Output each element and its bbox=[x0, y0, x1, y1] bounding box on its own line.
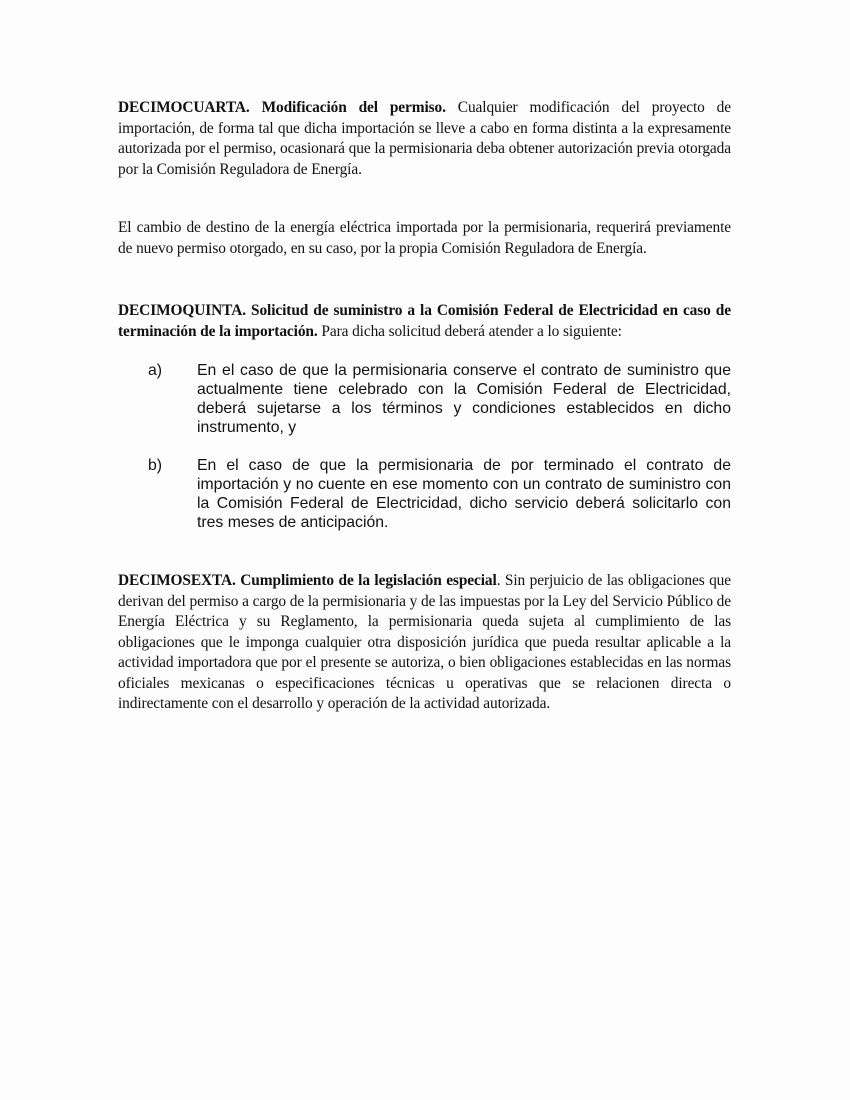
paragraph-cambio-destino bbox=[118, 218, 731, 259]
clause-heading: DECIMOQUINTA. Solicitud de suministro a la Comisión Federal de Electricidad en caso de terminación de la importación. bbox=[118, 302, 731, 340]
paragraph-body: El cambio de destino de la energía eléctrica importada por la permisionaria, requerirá previamente de nuevo permiso otorgado, en su caso, por la propia Comisión Reguladora de Energía. bbox=[118, 219, 731, 257]
list-item-text: En el caso de que la permisionaria de por terminado el contrato de importación y no cuente en ese momento con un contrato de suministro con la Comisión Federal de Electricidad, dicho servicio deberá solicitarlo con tres meses de anticipación. bbox=[197, 457, 731, 531]
clause-body: . Sin perjuicio de las obligaciones que derivan del permiso a cargo de la permisionaria y de las impuestas por la Ley del Servicio Público de Energía Eléctrica y su Reglamento, la permisionaria queda sujeta al cumplimiento de las obligaciones que le imponga cualquier otra disposición jurídica que pueda resultar aplicable a la actividad importadora que por el presente se autoriza, o bien obligaciones establecidas en las normas oficiales mexicanas o especificaciones técnicas u operativas que se relacionen directa o indirectamente con el desarrollo y operación de la actividad autorizada. bbox=[118, 572, 731, 712]
requirements-list bbox=[118, 361, 731, 532]
clause-decimocuarta bbox=[118, 98, 731, 180]
list-marker: a) bbox=[148, 362, 163, 379]
clause-heading: DECIMOSEXTA. Cumplimiento de la legislación especial bbox=[118, 572, 497, 589]
document-page bbox=[118, 98, 731, 715]
list-marker: b) bbox=[148, 457, 163, 474]
clause-body: Cualquier modificación del proyecto de importación, de forma tal que dicha importación se lleve a cabo en forma distinta a la expresamente autorizada por el permiso, ocasionará que la permisionaria deba obtener autorización previa otorgada por la Comisión Reguladora de Energía. bbox=[118, 99, 731, 178]
clause-decimoquinta bbox=[118, 301, 731, 342]
list-item-b bbox=[118, 456, 731, 532]
list-item-a bbox=[118, 361, 731, 437]
clause-decimosexta bbox=[118, 571, 731, 715]
clause-body: Para dicha solicitud deberá atender a lo siguiente: bbox=[317, 322, 622, 340]
clause-heading: DECIMOCUARTA. Modificación del permiso. bbox=[118, 99, 446, 116]
list-item-text: En el caso de que la permisionaria conserve el contrato de suministro que actualmente tiene celebrado con la Comisión Federal de Electricidad, deberá sujetarse a los términos y condiciones establecidos en dicho instrumento, y bbox=[197, 362, 731, 436]
